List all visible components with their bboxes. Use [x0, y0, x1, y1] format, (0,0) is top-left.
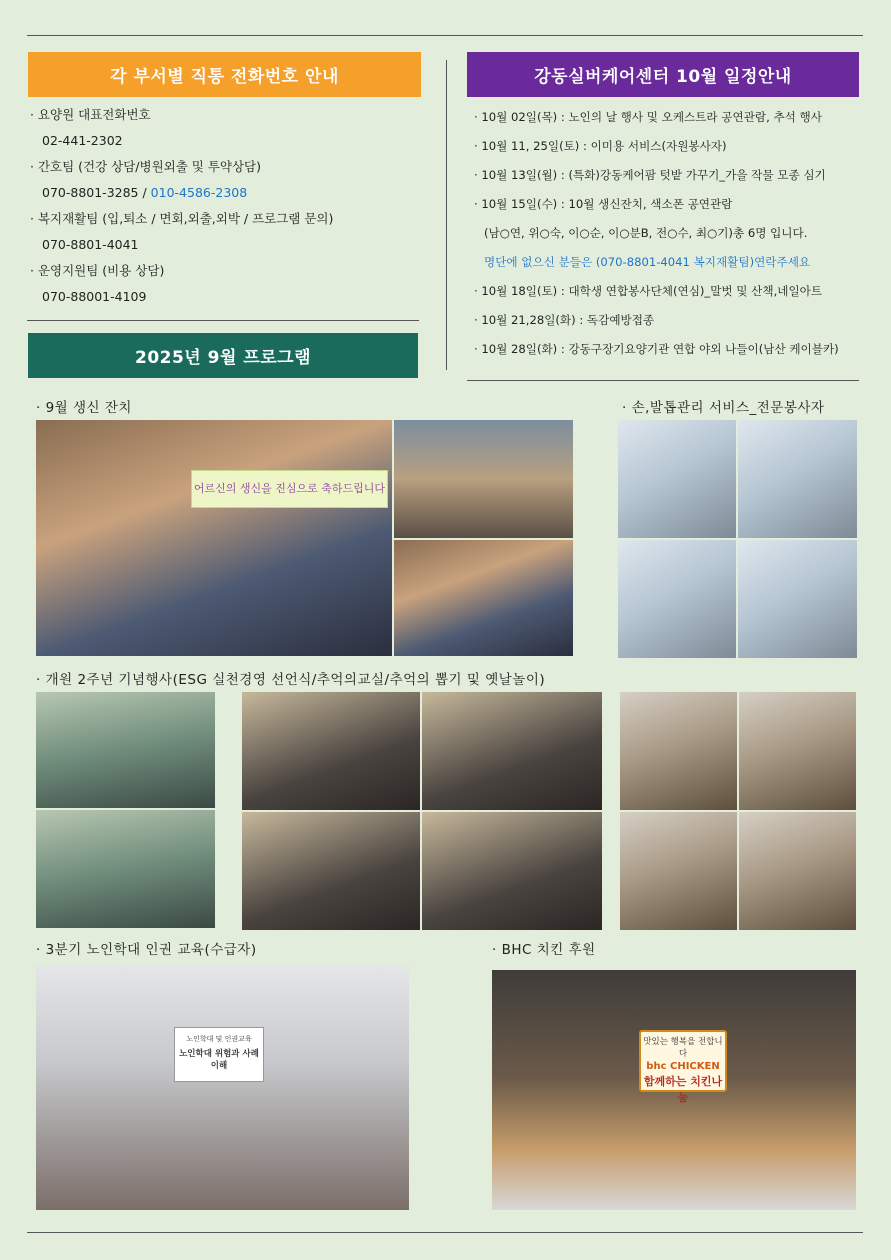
- education-screen-subtitle: 노인학대 및 인권교육: [186, 1035, 252, 1043]
- phone-item-main-label: · 요양원 대표전화번호: [30, 107, 151, 122]
- education-screen-title: 노인학대 위험과 사례 이해: [179, 1049, 259, 1071]
- bhc-sign-brand: bhc CHICKEN: [646, 1061, 720, 1072]
- caption-birthday: · 9월 생신 잔치: [36, 400, 132, 416]
- caption-bhc: · BHC 치킨 후원: [492, 942, 596, 958]
- photo-nail-care-1: [618, 420, 736, 538]
- right-section-rule: [467, 380, 859, 381]
- phone-number-nursing-mobile: 010-4586-2308: [150, 185, 248, 200]
- schedule-item: · 10월 13일(월) : (특화)강동케어팜 텃밭 가꾸기_가을 작물 모종 심기: [474, 168, 826, 182]
- photo-saxophone-performance: [394, 420, 573, 538]
- phone-number-welfare: 070-8801-4041: [42, 237, 139, 252]
- phone-item-nursing-label: · 간호팀 (건강 상담/병원외출 및 투약상담): [30, 159, 262, 174]
- schedule-item: · 10월 18일(토) : 대학생 연합봉사단체(연심)_말벗 및 산책,네일아트: [474, 284, 823, 298]
- phone-item-welfare-label: · 복지재활팀 (입,퇴소 / 면회,외출,외박 / 프로그램 문의): [30, 211, 334, 226]
- photo-birthday-table: [394, 540, 573, 656]
- photo-nail-care-4: [738, 540, 857, 658]
- photo-memory-classroom-3: [242, 812, 420, 930]
- photo-retro-game-4: [739, 812, 856, 930]
- phone-item-operations-label: · 운영지원팀 (비용 상담): [30, 263, 165, 278]
- schedule-birthday-names: (남○연, 위○숙, 이○순, 이○분B, 전○수, 최○기)총 6명 입니다.: [484, 226, 808, 240]
- schedule-item: · 10월 21,28일(화) : 독감예방접종: [474, 313, 655, 327]
- photo-memory-classroom-4: [422, 812, 602, 930]
- bhc-sign-board: [639, 1030, 727, 1104]
- schedule-list: [474, 103, 864, 364]
- bottom-rule: [27, 1232, 863, 1233]
- top-rule: [27, 35, 863, 36]
- phone-number-nursing: [30, 180, 430, 206]
- schedule-item: · 10월 28일(화) : 강동구장기요양기관 연합 야외 나들이(남산 케이블카): [474, 342, 839, 356]
- column-divider: [446, 60, 447, 370]
- phone-number-operations: 070-88001-4109: [42, 289, 147, 304]
- photo-esg-declaration-speech: [36, 692, 215, 808]
- education-presentation-screen: [174, 1027, 264, 1082]
- photo-retro-game-1: [620, 692, 737, 810]
- program-title: 2025년 9월 프로그램: [28, 333, 418, 378]
- photo-nail-care-3: [618, 540, 736, 658]
- bhc-sign-slogan: 함께하는 치킨나눔: [643, 1075, 723, 1104]
- phone-number-main: 02-441-2302: [42, 133, 123, 148]
- photo-birthday-party-main: [36, 420, 392, 656]
- bhc-sign-line1: 맛있는 행복을 전합니다: [643, 1037, 723, 1059]
- phone-directory-title: 각 부서별 직통 전화번호 안내: [28, 52, 421, 97]
- phone-number-nursing-office: 070-8801-3285 /: [42, 185, 151, 200]
- schedule-title: 강동실버케어센터 10월 일정안내: [467, 52, 859, 97]
- schedule-contact-note: 명단에 없으신 분들은 (070-8801-4041 복지재활팀)연락주세요: [484, 255, 811, 269]
- photo-retro-game-2: [739, 692, 856, 810]
- left-section-rule: [27, 320, 419, 321]
- photo-bhc-chicken-donation: [492, 970, 856, 1210]
- schedule-item: · 10월 15일(수) : 10월 생신잔치, 색소폰 공연관람: [474, 197, 733, 211]
- birthday-banner: 어르신의 생신을 진심으로 축하드립니다: [191, 470, 388, 508]
- phone-directory-list: [30, 102, 430, 310]
- schedule-item: · 10월 02일(목) : 노인의 날 행사 및 오케스트라 공연관람, 추석 행사: [474, 110, 822, 124]
- caption-anniversary: · 개원 2주년 기념행사(ESG 실천경영 선언식/추억의교실/추억의 뽑기 및 옛날놀이): [36, 672, 546, 688]
- caption-handfoot: · 손,발톱관리 서비스_전문봉사자: [622, 400, 825, 416]
- photo-human-rights-education: [36, 965, 409, 1210]
- photo-retro-game-3: [620, 812, 737, 930]
- photo-memory-classroom-2: [422, 692, 602, 810]
- caption-education: · 3분기 노인학대 인권 교육(수급자): [36, 942, 257, 958]
- schedule-item: · 10월 11, 25일(토) : 이미용 서비스(자원봉사자): [474, 139, 727, 153]
- photo-esg-declaration-audience: [36, 810, 215, 928]
- photo-nail-care-2: [738, 420, 857, 538]
- photo-memory-classroom-1: [242, 692, 420, 810]
